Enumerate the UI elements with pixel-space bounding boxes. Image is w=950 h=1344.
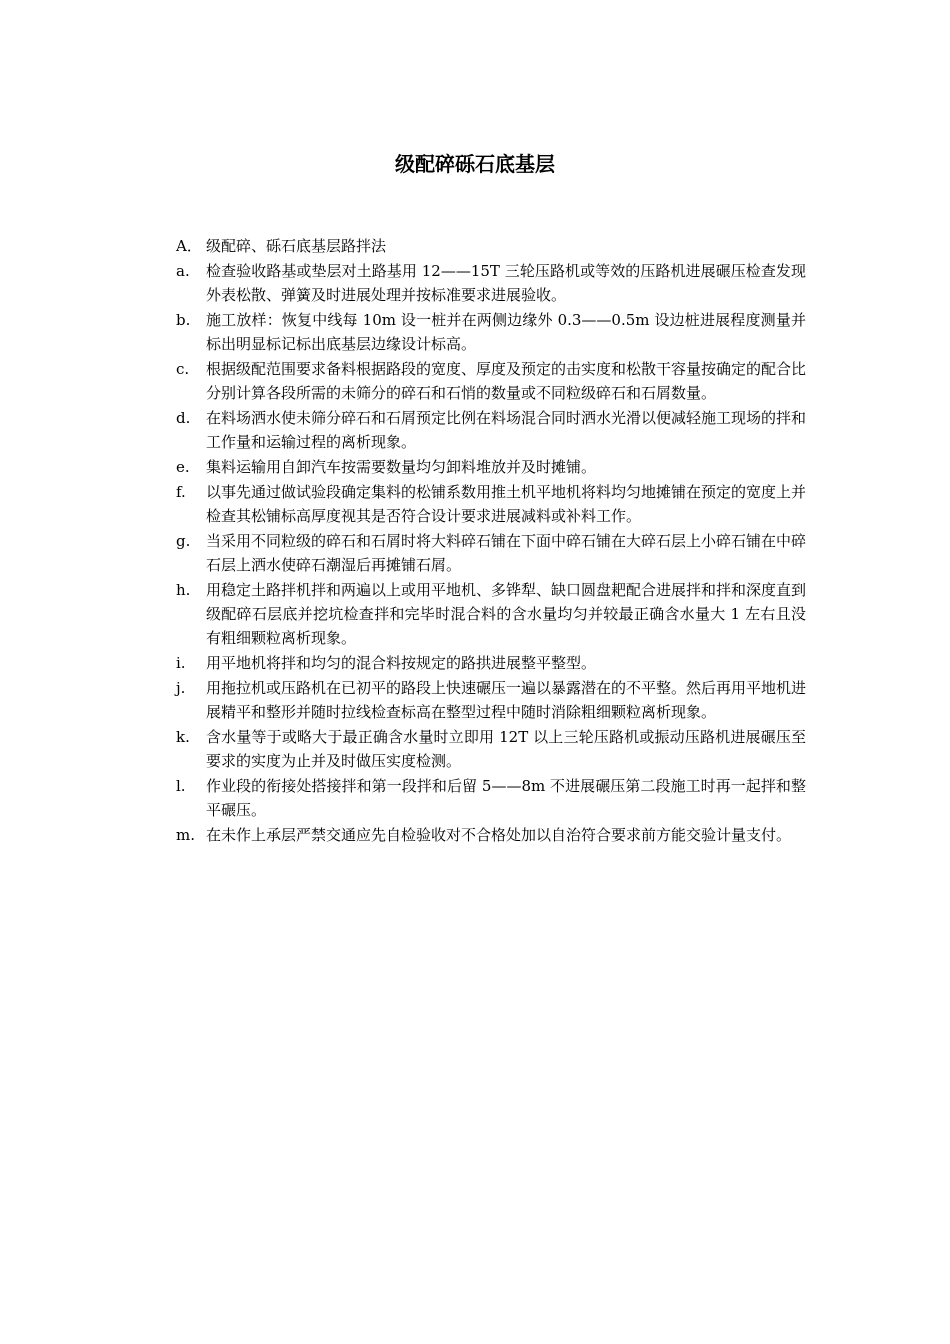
list-item-e xyxy=(176,455,806,479)
list-item-label: d. xyxy=(176,409,191,427)
list-item-label: c. xyxy=(176,360,190,378)
list-item-label: i. xyxy=(176,654,186,672)
list-item-i xyxy=(176,651,806,675)
list-item-j xyxy=(176,676,806,724)
list-item-text: 检查验收路基或垫层对土路基用 12——15T 三轮压路机或等效的压路机进展碾压检查发现外表松散、弹簧及时进展处理并按标准要求进展验收。 xyxy=(206,262,806,304)
list-item-label: m. xyxy=(176,826,195,844)
list-item-f xyxy=(176,480,806,528)
list-item-text: 施工放样：恢复中线每 10m 设一桩并在两侧边缘外 0.3——0.5m 设边桩进展程度测量并标出明显标记标出底基层边缘设计标高。 xyxy=(206,311,806,353)
list-item-d xyxy=(176,406,806,454)
list-item-label: g. xyxy=(176,532,191,550)
list-item-label: l. xyxy=(176,777,186,795)
list-item-label: f. xyxy=(176,483,186,501)
list-item-l xyxy=(176,774,806,822)
list-item-text: 在料场洒水使未筛分碎石和石屑预定比例在料场混合同时洒水光滑以便减轻施工现场的拌和工作量和运输过程的离析现象。 xyxy=(206,409,807,451)
list-item-c xyxy=(176,357,806,405)
page-title: 级配碎砾石底基层 xyxy=(395,152,555,176)
list-item-label: a. xyxy=(176,262,190,280)
list-item-m xyxy=(176,823,806,847)
list-item-label: b. xyxy=(176,311,191,329)
list-item-text: 根据级配范围要求备料根据路段的宽度、厚度及预定的击实度和松散干容量按确定的配合比分别计算各段所需的未筛分的碎石和石悄的数量或不同粒级碎石和石屑数量。 xyxy=(206,360,807,402)
list-item-text: 在未作上承层严禁交通应先自检验收对不合格处加以自治符合要求前方能交验计量支付。 xyxy=(206,826,792,844)
list-item-label: k. xyxy=(176,728,190,746)
list-item-k xyxy=(176,725,806,773)
section-text: 级配碎、砾石底基层路拌法 xyxy=(206,237,387,255)
list-item-text: 以事先通过做试验段确定集料的松铺系数用推土机平地机将料均匀地摊铺在预定的宽度上并检查其松铺标高厚度视其是否符合设计要求进展减料或补料工作。 xyxy=(206,483,807,525)
list-item-text: 作业段的衔接处搭接拌和第一段拌和后留 5——8m 不进展碾压第二段施工时再一起拌和整平碾压。 xyxy=(206,777,806,819)
list-item-text: 用稳定土路拌机拌和两遍以上或用平地机、多铧犁、缺口圆盘耙配合进展拌和拌和深度直到级配碎石层底并挖坑检查拌和完毕时混合料的含水量均匀并较最正确含水量大 1 左右且没有粗细颗粒离析现象。 xyxy=(206,581,807,647)
list-item-text: 用平地机将拌和均匀的混合料按规定的路拱进展整平整型。 xyxy=(206,654,597,672)
list-item-g xyxy=(176,529,806,577)
list-item-a xyxy=(176,259,806,307)
section-label: A． xyxy=(176,237,202,255)
list-item-label: j. xyxy=(176,679,186,697)
list-item-label: h. xyxy=(176,581,191,599)
section-heading xyxy=(176,234,806,258)
list-item-text: 当采用不同粒级的碎石和石屑时将大料碎石铺在下面中碎石铺在大碎石层上小碎石铺在中碎石层上洒水使碎石潮湿后再摊铺石屑。 xyxy=(206,532,807,574)
list-item-text: 用拖拉机或压路机在已初平的路段上快速碾压一遍以暴露潜在的不平整。然后再用平地机进展精平和整形并随时拉线检查标高在整型过程中随时消除粗细颗粒离析现象。 xyxy=(206,679,807,721)
list-item-h xyxy=(176,578,806,650)
list-item-b xyxy=(176,308,806,356)
document-body xyxy=(176,234,806,848)
list-item-text: 含水量等于或略大于最正确含水量时立即用 12T 以上三轮压路机或振动压路机进展碾压至要求的实度为止并及时做压实度检测。 xyxy=(206,728,806,770)
list-item-text: 集料运输用自卸汽车按需要数量均匀卸料堆放并及时摊铺。 xyxy=(206,458,597,476)
list-item-label: e. xyxy=(176,458,190,476)
